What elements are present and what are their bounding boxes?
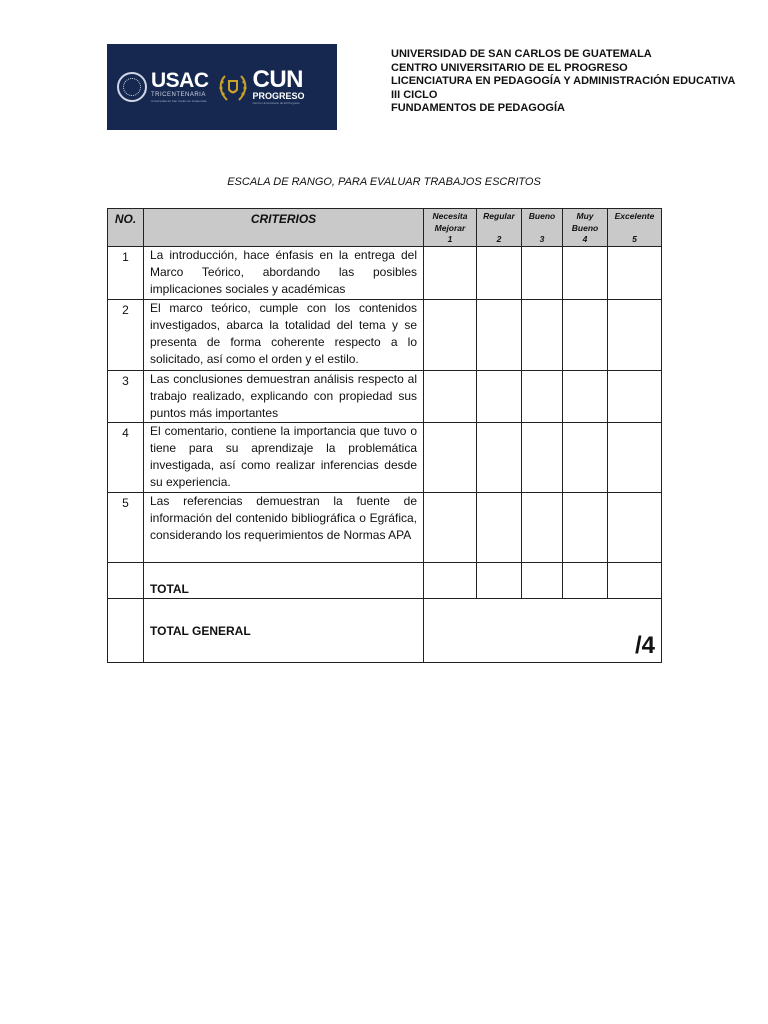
column-header-scale-3 — [522, 209, 563, 247]
criterion-text: El marco teórico, cumple con los contenidos investigados, abarca la totalidad del tema y se presenta de forma coherente respecto a lo solicitado, así como el orden y el estilo. — [144, 300, 424, 371]
score-cell-1[interactable] — [424, 423, 477, 493]
score-cell-3[interactable] — [522, 371, 563, 423]
score-cell-5[interactable] — [608, 247, 662, 300]
cun-logo-tagline: Centro Universitario de El Progreso — [252, 101, 300, 105]
table-row — [108, 423, 662, 493]
header-line-degree: LICENCIATURA EN PEDAGOGÍA Y ADMINISTRACIÓN EDUCATIVA — [391, 75, 736, 87]
total-cell-1[interactable] — [424, 563, 477, 599]
column-header-criteria: CRITERIOS — [144, 209, 424, 247]
cun-logo-text: CUN — [252, 66, 304, 93]
total-label: TOTAL — [144, 563, 424, 599]
score-cell-4[interactable] — [563, 371, 608, 423]
table-header-row — [108, 209, 662, 247]
scale-label: Necesita Mejorar — [432, 211, 468, 233]
grand-total-row-number — [108, 599, 144, 663]
score-cell-2[interactable] — [477, 493, 522, 563]
scale-value: 1 — [447, 234, 453, 244]
total-cell-4[interactable] — [563, 563, 608, 599]
cun-logo — [252, 66, 305, 105]
scale-value: 3 — [539, 234, 545, 244]
usac-seal-icon — [117, 72, 147, 102]
usac-logo-tagline: Universidad de San Carlos de Guatemala — [151, 99, 207, 103]
total-row — [108, 563, 662, 599]
header-line-university: UNIVERSIDAD DE SAN CARLOS DE GUATEMALA — [391, 48, 652, 60]
score-cell-2[interactable] — [477, 247, 522, 300]
rubric-table — [107, 208, 662, 663]
score-cell-5[interactable] — [608, 371, 662, 423]
column-header-scale-1 — [424, 209, 477, 247]
column-header-scale-5 — [608, 209, 662, 247]
total-row-number — [108, 563, 144, 599]
score-cell-2[interactable] — [477, 423, 522, 493]
row-number: 2 — [108, 300, 144, 371]
scale-label: Excelente — [614, 211, 655, 221]
scale-label: Muy Bueno — [571, 211, 599, 233]
score-cell-3[interactable] — [522, 247, 563, 300]
usac-logo-text: USAC — [151, 69, 209, 92]
cun-logo-subtitle: PROGRESO — [252, 91, 305, 101]
usac-logo-subtitle: TRICENTENARIA — [151, 92, 206, 98]
table-row — [108, 300, 662, 371]
score-cell-4[interactable] — [563, 493, 608, 563]
score-cell-1[interactable] — [424, 493, 477, 563]
score-cell-3[interactable] — [522, 493, 563, 563]
table-row — [108, 493, 662, 563]
grand-total-label: TOTAL GENERAL — [144, 599, 424, 663]
document-title: ESCALA DE RANGO, PARA EVALUAR TRABAJOS ESCRITOS — [227, 176, 541, 188]
column-header-scale-4 — [563, 209, 608, 247]
row-number: 1 — [108, 247, 144, 300]
grand-total-row — [108, 599, 662, 663]
criterion-text: Las referencias demuestran la fuente de información del contenido bibliográfica o Egráfica, considerando los requerimientos de Normas APA — [144, 493, 424, 563]
score-cell-3[interactable] — [522, 423, 563, 493]
column-header-no: NO. — [108, 209, 144, 247]
score-cell-5[interactable] — [608, 493, 662, 563]
cun-laurel-icon — [217, 70, 249, 104]
total-cell-5[interactable] — [608, 563, 662, 599]
score-cell-3[interactable] — [522, 300, 563, 371]
table-row — [108, 247, 662, 300]
criterion-text: Las conclusiones demuestran análisis respecto al trabajo realizado, explicando con propiedad sus puntos más importantes — [144, 371, 424, 423]
total-cell-2[interactable] — [477, 563, 522, 599]
grand-total-score: /4 — [634, 632, 655, 659]
header-line-cycle: III CICLO — [391, 88, 438, 101]
score-cell-2[interactable] — [477, 300, 522, 371]
score-cell-2[interactable] — [477, 371, 522, 423]
scale-label: Bueno — [528, 211, 556, 221]
institution-header — [391, 48, 735, 116]
score-cell-4[interactable] — [563, 300, 608, 371]
score-cell-5[interactable] — [608, 300, 662, 371]
total-cell-3[interactable] — [522, 563, 563, 599]
scale-value: 5 — [632, 234, 637, 244]
usac-logo — [151, 71, 209, 103]
header-line-center: CENTRO UNIVERSITARIO DE EL PROGRESO — [391, 61, 628, 74]
row-number: 3 — [108, 371, 144, 423]
score-cell-4[interactable] — [563, 247, 608, 300]
score-cell-1[interactable] — [424, 371, 477, 423]
header-line-course: FUNDAMENTOS DE PEDAGOGÍA — [391, 102, 565, 114]
score-cell-5[interactable] — [608, 423, 662, 493]
table-row — [108, 371, 662, 423]
score-cell-4[interactable] — [563, 423, 608, 493]
scale-value: 2 — [496, 234, 502, 244]
row-number: 4 — [108, 423, 144, 493]
row-number: 5 — [108, 493, 144, 563]
scale-value: 4 — [582, 234, 588, 244]
score-cell-1[interactable] — [424, 247, 477, 300]
logo-banner — [107, 44, 337, 130]
grand-total-cell[interactable] — [424, 599, 662, 663]
criterion-text: El comentario, contiene la importancia que tuvo o tiene para su aprendizaje la problemática investigada, así como realizar inferencias desde su experiencia. — [144, 423, 424, 493]
score-cell-1[interactable] — [424, 300, 477, 371]
column-header-scale-2 — [477, 209, 522, 247]
scale-label: Regular — [483, 211, 515, 221]
criterion-text: La introducción, hace énfasis en la entrega del Marco Teórico, abordando las posibles implicaciones sociales y académicas — [144, 247, 424, 300]
